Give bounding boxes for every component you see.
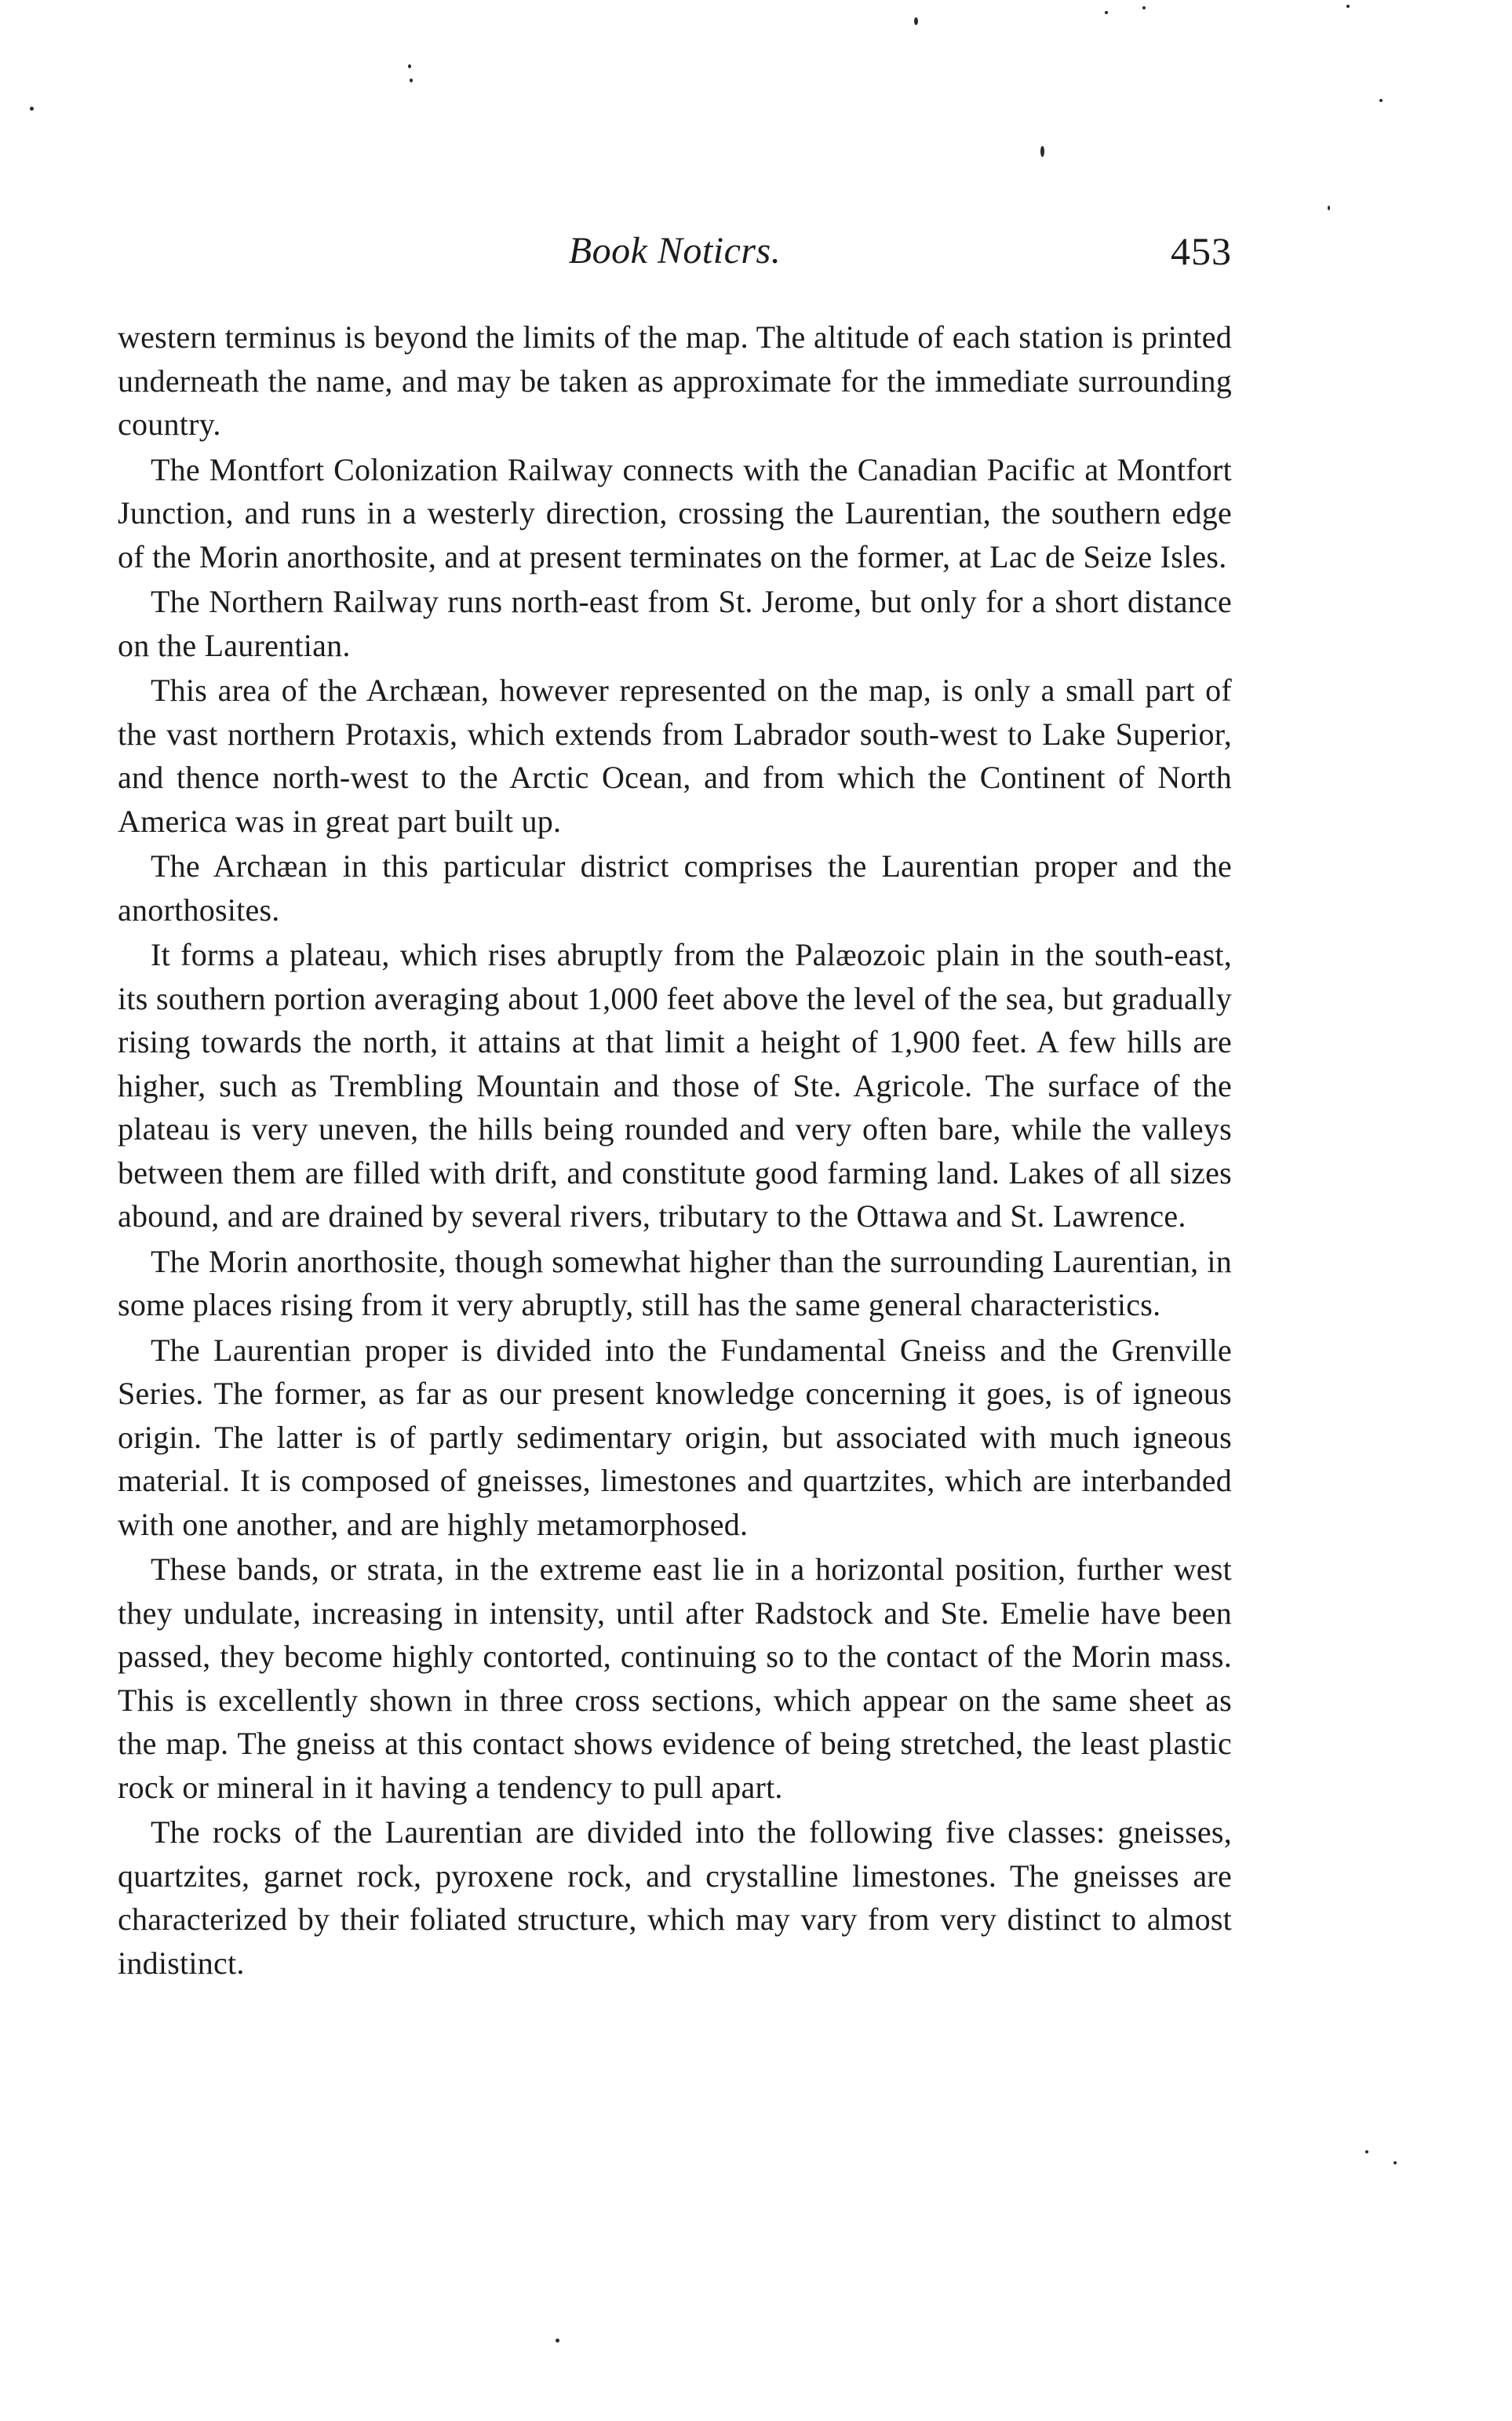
scan-speck [408,64,411,68]
paragraph-10: The rocks of the Laurentian are divided into the following five classes: gneisses, quartzites, garnet rock, pyroxene rock, and crystalline limestones. The gneisses are characterized by their foliated structure, which may vary from very distinct to almost indistinct. [118,1814,1232,1981]
paragraph-7: The Morin anorthosite, though somewhat higher than the surrounding Laurentian, in some places rising from it very abruptly, still has the same general characteristics. [118,1243,1232,1322]
scan-speck [556,2339,559,2343]
scan-speck [30,107,34,111]
page-number: 453 [1171,229,1232,273]
scan-speck [410,78,413,82]
scan-speck [1328,206,1330,210]
running-head [118,226,1232,289]
paragraph-4: This area of the Archæan, however represented on the map, is only a small part of the vast northern Protaxis, which extends from Labrador south-west to Lake Superior, and thence north-west to the Arctic Ocean, and from which the Continent of North America was in great part built up. [118,673,1232,839]
paragraph-2: The Montfort Colonization Railway connects with the Canadian Pacific at Montfort Junction, and runs in a westerly direction, crossing the Laurentian, the southern edge of the Morin anorthosite, and at present terminates on the former, at Lac de Seize Isles. [118,451,1232,574]
scan-speck [1142,6,1146,9]
paragraph-6: It forms a plateau, which rises abruptly from the Palæozoic plain in the south-east, its southern portion averaging about 1,000 feet above the level of the sea, but gradually rising towards the north, it attains at that limit a height of 1,900 feet. A few hills are higher, such as Trembling Mountain and those of Ste. Agricole. The surface of the plateau is very uneven, the hills being rounded and very often bare, while the valleys between them are filled with drift, and constitute good farming land. Lakes of all sizes abound, and are drained by several rivers, tributary to the Ottawa and St. Lawrence. [118,937,1232,1234]
scan-speck [914,17,918,25]
paragraph-1: western terminus is beyond the limits of the map. The altitude of each station is printed underneath the name, and may be taken as approximate for the immediate surrounding country. [118,319,1232,442]
paragraph-3: The Northern Railway runs north-east from St. Jerome, but only for a short distance on the Laurentian. [118,584,1232,663]
paragraph-5: The Archæan in this particular district comprises the Laurentian proper and the anorthosites. [118,848,1232,928]
scan-speck [1105,11,1108,14]
body-text [118,315,1232,1986]
scan-speck [1365,2150,1368,2153]
paragraph-9: These bands, or strata, in the extreme east lie in a horizontal position, further west they undulate, increasing in intensity, until after Radstock and Ste. Emelie have been passed, they become highly contorted, continuing so to the contact of the Morin mass. This is excellently shown in three cross sections, which appear on the same sheet as the map. The gneiss at this contact shows evidence of being stretched, the least plastic rock or mineral in it having a tendency to pull apart. [118,1551,1232,1805]
running-title: Book Noticrs. [568,230,782,272]
scan-speck [1040,146,1044,157]
paragraph-8: The Laurentian proper is divided into the Fundamental Gneiss and the Grenville Series. The former, as far as our present knowledge concerning it goes, is of igneous origin. The latter is of partly sedimentary origin, but associated with much igneous material. It is composed of gneisses, limestones and quartzites, which are interbanded with one another, and are highly metamorphosed. [118,1332,1232,1542]
scan-speck [1346,5,1350,8]
scan-speck [1394,2161,1397,2164]
scan-speck [1379,99,1383,102]
